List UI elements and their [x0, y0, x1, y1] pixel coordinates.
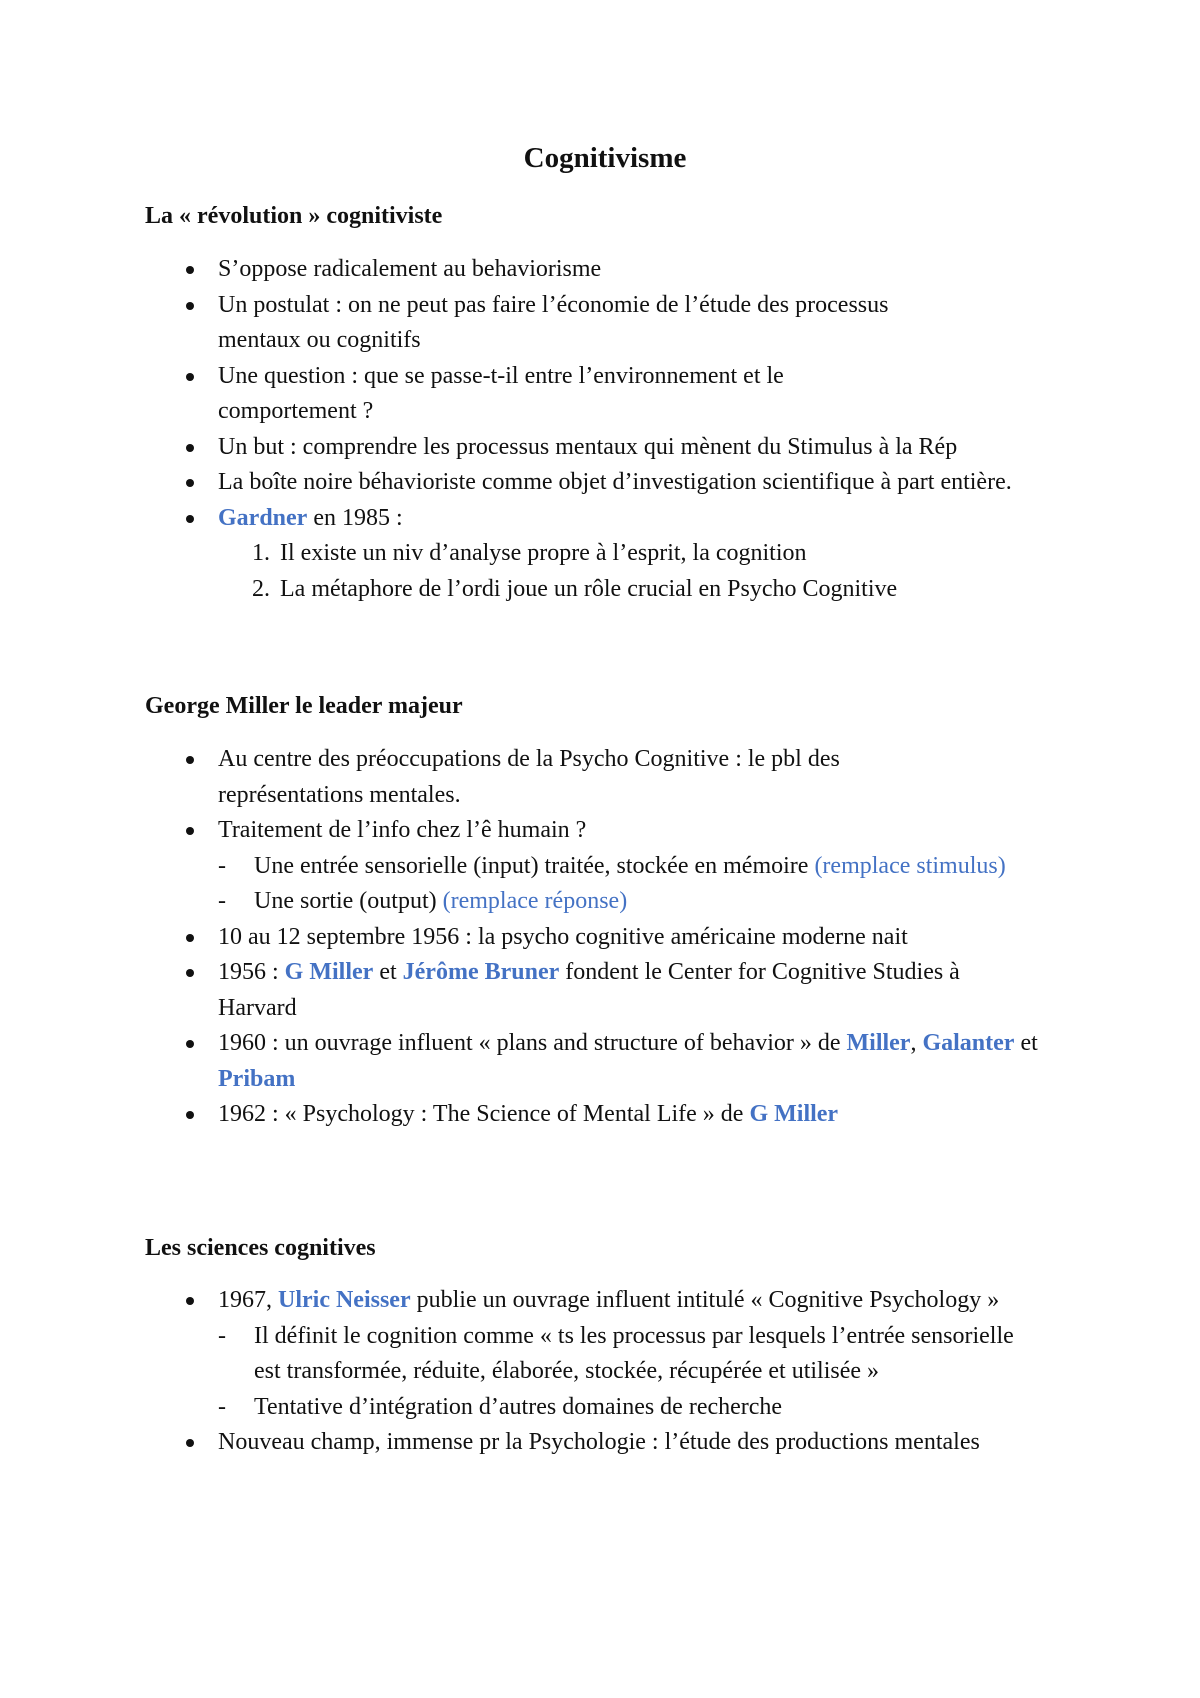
bullet-icon — [186, 756, 194, 764]
list-item-text: 1956 : G Miller et Jérôme Bruner fondent le Center for Cognitive Studies à Harvard — [218, 959, 960, 1021]
sub-item-text: Il définit le cognition comme « ts les processus par lesquels l’entrée sensorielle est transformée, réduite, élaborée, stockée, récupérée et utilisée » — [254, 1322, 1014, 1384]
numbered-item-text: Il existe un niv d’analyse propre à l’esprit, la cognition — [280, 540, 807, 566]
sub-list-item — [0, 884, 1200, 920]
list-item — [0, 288, 1200, 359]
bullet-icon — [186, 1297, 194, 1305]
item-number: 2. — [252, 575, 270, 602]
item-number: 1. — [252, 540, 270, 566]
list-item-text: 10 au 12 septembre 1956 : la psycho cognitive américaine moderne nait — [218, 923, 908, 950]
bullet-icon — [186, 373, 194, 381]
dash-marker: - — [218, 888, 226, 914]
list-item — [0, 252, 1200, 288]
person-name: G Miller — [284, 959, 374, 985]
sub-list-item — [0, 1319, 1200, 1390]
list-item-text: Traitement de l’info chez l’ê humain ? — [218, 817, 587, 843]
list-item-text: Gardner en 1985 : — [218, 504, 403, 531]
list-item — [0, 359, 1200, 430]
list-item-text: Au centre des préoccupations de la Psycho Cognitive : le pbl des représentations mentales. — [218, 746, 840, 808]
list-item-text: Nouveau champ, immense pr la Psychologie : l’étude des productions mentales — [218, 1429, 980, 1455]
list-item-text: 1960 : un ouvrage influent « plans and structure of behavior » de Miller, Galanter et Pribam — [218, 1030, 1038, 1092]
bullet-list-revolution — [0, 252, 1200, 607]
sub-item-text: Une sortie (output) (remplace réponse) — [254, 888, 628, 914]
list-item-text: La boîte noire béhavioriste comme objet d’investigation scientifique à part entière. — [218, 469, 1012, 495]
person-name: Pribam — [218, 1065, 296, 1092]
numbered-item — [0, 572, 1200, 608]
sub-item-text: Tentative d’intégration d’autres domaines de recherche — [254, 1393, 783, 1420]
person-name: Gardner — [218, 504, 308, 531]
person-name: G Miller — [749, 1101, 839, 1127]
note-text: (remplace stimulus) — [814, 852, 1006, 879]
bullet-icon — [186, 479, 194, 487]
bullet-icon — [186, 1439, 194, 1447]
bullet-icon — [186, 969, 194, 977]
note-text: (remplace réponse) — [442, 888, 628, 914]
section-heading-miller: George Miller le leader majeur — [145, 693, 463, 719]
sub-list-item — [0, 1390, 1200, 1426]
person-name: Miller — [846, 1030, 911, 1056]
section-heading-revolution: La « révolution » cognitiviste — [145, 203, 443, 229]
bullet-icon — [186, 515, 194, 523]
list-item — [0, 1425, 1200, 1461]
list-item — [0, 430, 1200, 466]
list-item-text: Une question : que se passe-t-il entre l’environnement et le comportement ? — [218, 362, 784, 424]
list-item — [0, 813, 1200, 849]
list-item-text: Un postulat : on ne peut pas faire l’économie de l’étude des processus mentaux ou cognitifs — [218, 291, 889, 353]
person-name: Ulric Neisser — [278, 1287, 411, 1313]
list-item-text: S’oppose radicalement au behaviorisme — [218, 256, 602, 282]
dash-marker: - — [218, 1393, 226, 1420]
bullet-icon — [186, 1040, 194, 1048]
sub-item-text: Une entrée sensorielle (input) traitée, stockée en mémoire (remplace stimulus) — [254, 852, 1006, 879]
bullet-icon — [186, 444, 194, 452]
sub-list-item — [0, 849, 1200, 885]
list-item-text: 1962 : « Psychology : The Science of Mental Life » de G Miller — [218, 1101, 839, 1127]
dash-marker: - — [218, 1322, 226, 1349]
list-item — [0, 1026, 1200, 1097]
document-title: Cognitivisme — [523, 142, 687, 174]
section-heading-sciences: Les sciences cognitives — [145, 1235, 376, 1261]
list-item — [0, 920, 1200, 956]
bullet-icon — [186, 302, 194, 310]
person-name: Galanter — [922, 1030, 1015, 1056]
bullet-icon — [186, 1111, 194, 1119]
bullet-icon — [186, 266, 194, 274]
list-item — [0, 1097, 1200, 1133]
dash-marker: - — [218, 852, 226, 879]
bullet-list-sciences — [0, 1283, 1200, 1461]
bullet-icon — [186, 827, 194, 835]
list-item — [0, 742, 1200, 813]
bullet-list-miller — [0, 742, 1200, 1133]
person-name: Jérôme Bruner — [402, 959, 560, 985]
list-item — [0, 465, 1200, 501]
list-item-text: 1967, Ulric Neisser publie un ouvrage influent intitulé « Cognitive Psychology » — [218, 1287, 1000, 1313]
list-item-text: Un but : comprendre les processus mentaux qui mènent du Stimulus à la Rép — [218, 433, 958, 460]
numbered-item-text: La métaphore de l’ordi joue un rôle crucial en Psycho Cognitive — [280, 575, 898, 602]
numbered-item — [0, 536, 1200, 572]
list-item — [0, 501, 1200, 537]
bullet-icon — [186, 934, 194, 942]
list-item — [0, 1283, 1200, 1319]
list-item — [0, 955, 1200, 1026]
